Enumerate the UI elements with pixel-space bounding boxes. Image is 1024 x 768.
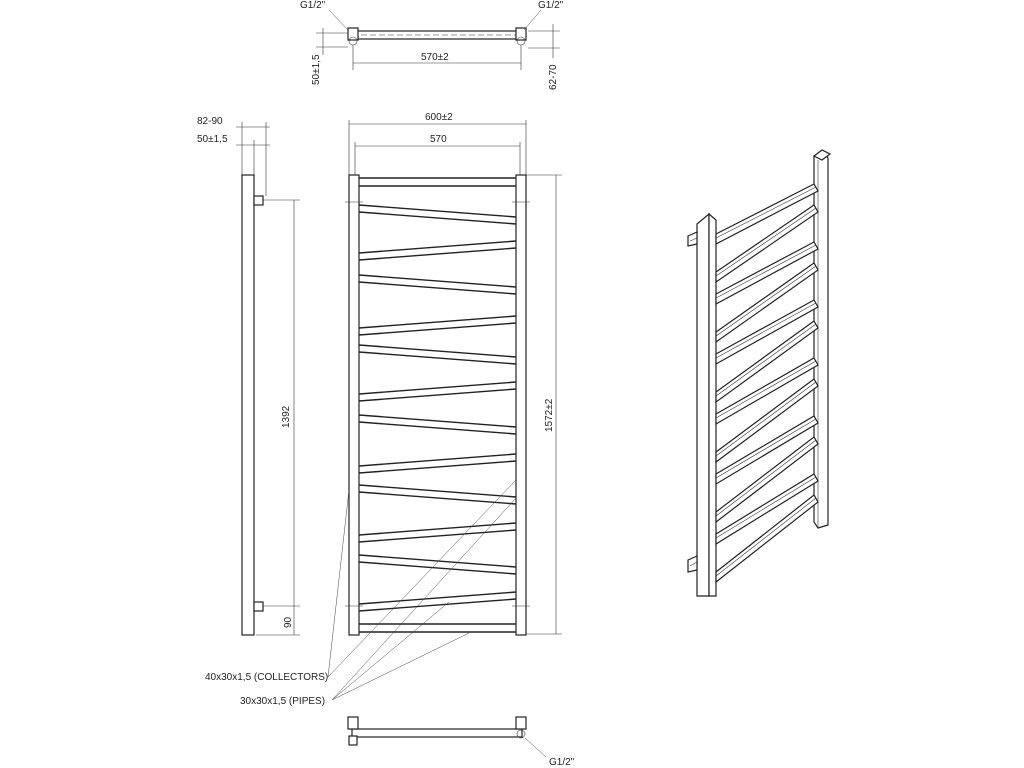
top-view — [300, 0, 564, 90]
left-collector — [349, 175, 359, 635]
collectors-callout: 40x30x1,5 (COLLECTORS) — [205, 672, 329, 683]
side-view-collector — [242, 175, 254, 635]
top-range-label: 62-70 — [548, 64, 559, 90]
front-pipe-edge — [359, 323, 516, 335]
front-pipe-edge — [359, 461, 516, 473]
top-offset-label: 50±1,5 — [311, 54, 322, 85]
bottom-view-left-valve — [348, 717, 358, 729]
front-pipe-edge — [359, 382, 516, 394]
front-pipe-edge — [359, 205, 516, 217]
perspective-pipe-edge — [716, 187, 816, 238]
side-view-top-bracket — [254, 196, 263, 205]
front-pipe-edge — [359, 316, 516, 328]
top-view-right-valve — [516, 28, 526, 40]
side-bottom-label: 90 — [283, 616, 294, 628]
front-pipe-edge — [359, 389, 516, 401]
top-spacing-label: 570±2 — [421, 52, 449, 63]
front-pipe-edge — [359, 599, 516, 611]
front-pipe-edge — [359, 454, 516, 466]
front-pipe-edge — [359, 485, 516, 497]
top-left-thread-label: G1/2" — [300, 0, 326, 11]
side-view-bottom-bracket — [254, 602, 263, 611]
perspective-bottom-bracket — [688, 556, 697, 572]
side-height-label: 1392 — [281, 405, 292, 428]
front-pipe-edge — [359, 352, 516, 364]
right-collector — [516, 175, 526, 635]
perspective-front-collector — [697, 214, 709, 596]
bottom-view-collector-bar — [352, 729, 522, 737]
perspective-view — [688, 150, 830, 596]
front-pipe-edge — [359, 345, 516, 357]
front-pipe-edge — [359, 592, 516, 604]
front-pipe-edge — [359, 562, 516, 574]
front-pipe-edge — [359, 275, 516, 287]
front-top-bar — [359, 178, 516, 186]
perspective-slanted-pipes — [716, 184, 818, 582]
bottom-thread-label: G1/2" — [549, 757, 575, 768]
front-pipe-edge — [359, 248, 516, 260]
front-slanted-pipes — [359, 205, 516, 611]
front-height-label: 1572±2 — [544, 398, 555, 432]
bottom-view-left-foot — [349, 736, 357, 745]
front-pipe-edge — [359, 241, 516, 253]
top-view-left-valve — [348, 28, 358, 40]
front-pipe-edge — [359, 530, 516, 542]
front-pipe-edge — [359, 422, 516, 434]
front-pipe-edge — [359, 212, 516, 224]
bottom-view — [348, 717, 575, 768]
side-offset-label: 50±1,5 — [197, 134, 228, 145]
front-inner-label: 570 — [430, 134, 447, 145]
side-view — [197, 116, 300, 635]
side-depth-label: 82-90 — [197, 116, 223, 127]
front-pipe-edge — [359, 415, 516, 427]
front-width-label: 600±2 — [425, 112, 453, 123]
perspective-top-bracket — [688, 232, 697, 246]
front-pipe-edge — [359, 555, 516, 567]
bottom-view-right-valve — [516, 717, 526, 729]
top-right-thread-label: G1/2" — [538, 0, 564, 11]
front-pipe-edge — [359, 492, 516, 504]
front-bottom-bar — [359, 624, 516, 632]
front-pipe-edge — [359, 523, 516, 535]
pipes-callout: 30x30x1,5 (PIPES) — [240, 696, 326, 707]
front-pipe-edge — [359, 282, 516, 294]
